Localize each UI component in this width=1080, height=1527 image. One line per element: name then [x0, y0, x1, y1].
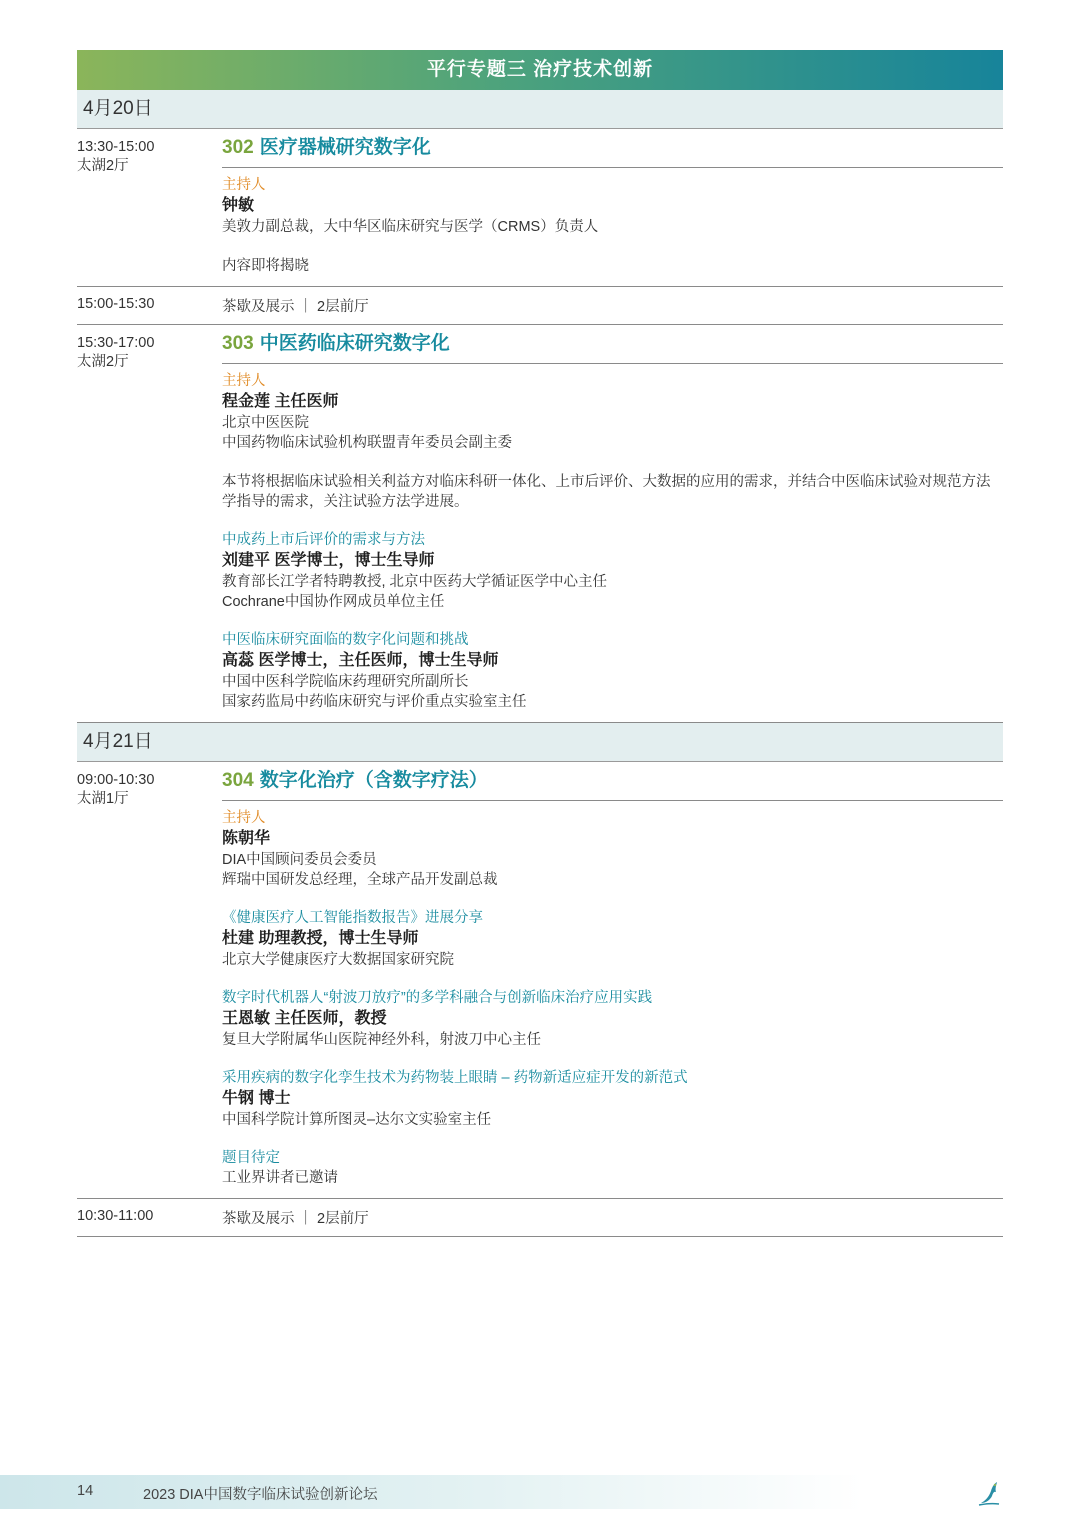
time-range: 15:30-17:00 — [77, 335, 155, 351]
chair-name: 钟敏 — [222, 197, 255, 214]
session-row-302 — [77, 129, 1003, 287]
break-text: 茶歇及展示 ｜ 2层前厅 — [222, 1211, 369, 1227]
agenda-page — [77, 50, 1003, 1237]
chair-name: 陈朝华 — [222, 830, 271, 847]
chair-name: 程金莲 主任医师 — [222, 393, 339, 410]
break-time: 10:30-11:00 — [77, 1208, 154, 1224]
time-range: 13:30-15:00 — [77, 139, 155, 155]
track-banner: 平行专题三 治疗技术创新 — [77, 50, 1003, 90]
dia-bird-icon — [975, 1479, 1003, 1507]
speaker-affiliation: 复旦大学附属华山医院神经外科，射波刀中心主任 — [222, 1032, 541, 1048]
speaker-name: 高蕊 医学博士，主任医师，博士生导师 — [222, 652, 499, 669]
break-row — [77, 1199, 1003, 1237]
talk-topic: 中成药上市后评价的需求与方法 — [222, 532, 425, 548]
talk-topic: 《健康医疗人工智能指数报告》进展分享 — [222, 910, 483, 926]
room-label: 太湖2厅 — [77, 354, 129, 370]
session-time — [77, 334, 217, 372]
chair-affiliation: 中国药物临床试验机构联盟青年委员会副主委 — [222, 435, 512, 451]
talk-topic: 中医临床研究面临的数字化问题和挑战 — [222, 632, 469, 648]
room-label: 太湖2厅 — [77, 158, 129, 174]
session-name: 数字化治疗（含数字疗法） — [259, 770, 488, 791]
speaker-affiliation: 工业界讲者已邀请 — [222, 1170, 338, 1186]
room-label: 太湖1厅 — [77, 791, 129, 807]
page-footer — [0, 1475, 1080, 1509]
session-number: 304 — [222, 770, 254, 791]
chair-affiliation: 北京中医医院 — [222, 415, 309, 431]
day-header: 4月20日 — [77, 90, 1003, 129]
session-title — [222, 129, 1003, 168]
chair-affiliation: DIA中国顾问委员会委员 — [222, 852, 377, 868]
talk-topic: 题目待定 — [222, 1150, 280, 1166]
speaker-name: 刘建平 医学博士，博士生导师 — [222, 552, 435, 569]
break-time: 15:00-15:30 — [77, 296, 155, 312]
talk-topic: 数字时代机器人“射波刀放疗”的多学科融合与创新临床治疗应用实践 — [222, 990, 653, 1006]
speaker-affiliation: Cochrane中国协作网成员单位主任 — [222, 594, 445, 610]
chair-affiliation: 美敦力副总裁，大中华区临床研究与医学（CRMS）负责人 — [222, 219, 599, 235]
chair-role: 主持人 — [222, 810, 266, 826]
speaker-name: 杜建 助理教授，博士生导师 — [222, 930, 419, 947]
speaker-affiliation: 国家药监局中药临床研究与评价重点实验室主任 — [222, 694, 527, 710]
talk-topic: 采用疾病的数字化孪生技术为药物装上眼睛 – 药物新适应症开发的新范式 — [222, 1070, 688, 1086]
break-row — [77, 287, 1003, 325]
session-title — [222, 325, 1003, 364]
break-text: 茶歇及展示 ｜ 2层前厅 — [222, 299, 369, 315]
session-name: 中医药临床研究数字化 — [259, 333, 450, 354]
speaker-affiliation: 中国科学院计算所图灵–达尔文实验室主任 — [222, 1112, 492, 1128]
session-description: 本节将根据临床试验相关利益方对临床科研一体化、上市后评价、大数据的应用的需求，并结合中医临床试验对规范方法学指导的需求，关注试验方法学进展。 — [222, 474, 991, 510]
session-number: 303 — [222, 333, 254, 354]
page-number: 14 — [77, 1483, 94, 1499]
chair-affiliation: 辉瑞中国研发总经理，全球产品开发副总裁 — [222, 872, 498, 888]
session-name: 医疗器械研究数字化 — [259, 137, 431, 158]
speaker-affiliation: 北京大学健康医疗大数据国家研究院 — [222, 952, 454, 968]
day-header: 4月21日 — [77, 723, 1003, 762]
chair-role: 主持人 — [222, 177, 266, 193]
session-description: 内容即将揭晓 — [222, 258, 309, 274]
chair-role: 主持人 — [222, 373, 266, 389]
footer-title: 2023 DIA中国数字临床试验创新论坛 — [143, 1487, 378, 1503]
session-time — [77, 138, 217, 176]
speaker-affiliation: 中国中医科学院临床药理研究所副所长 — [222, 674, 469, 690]
session-number: 302 — [222, 137, 254, 158]
session-row-303 — [77, 325, 1003, 723]
speaker-name: 王恩敏 主任医师，教授 — [222, 1010, 387, 1027]
speaker-name: 牛钢 博士 — [222, 1090, 291, 1107]
session-row-304 — [77, 762, 1003, 1199]
session-time — [77, 771, 217, 809]
time-range: 09:00-10:30 — [77, 772, 155, 788]
session-title — [222, 762, 1003, 801]
speaker-affiliation: 教育部长江学者特聘教授, 北京中医药大学循证医学中心主任 — [222, 574, 608, 590]
